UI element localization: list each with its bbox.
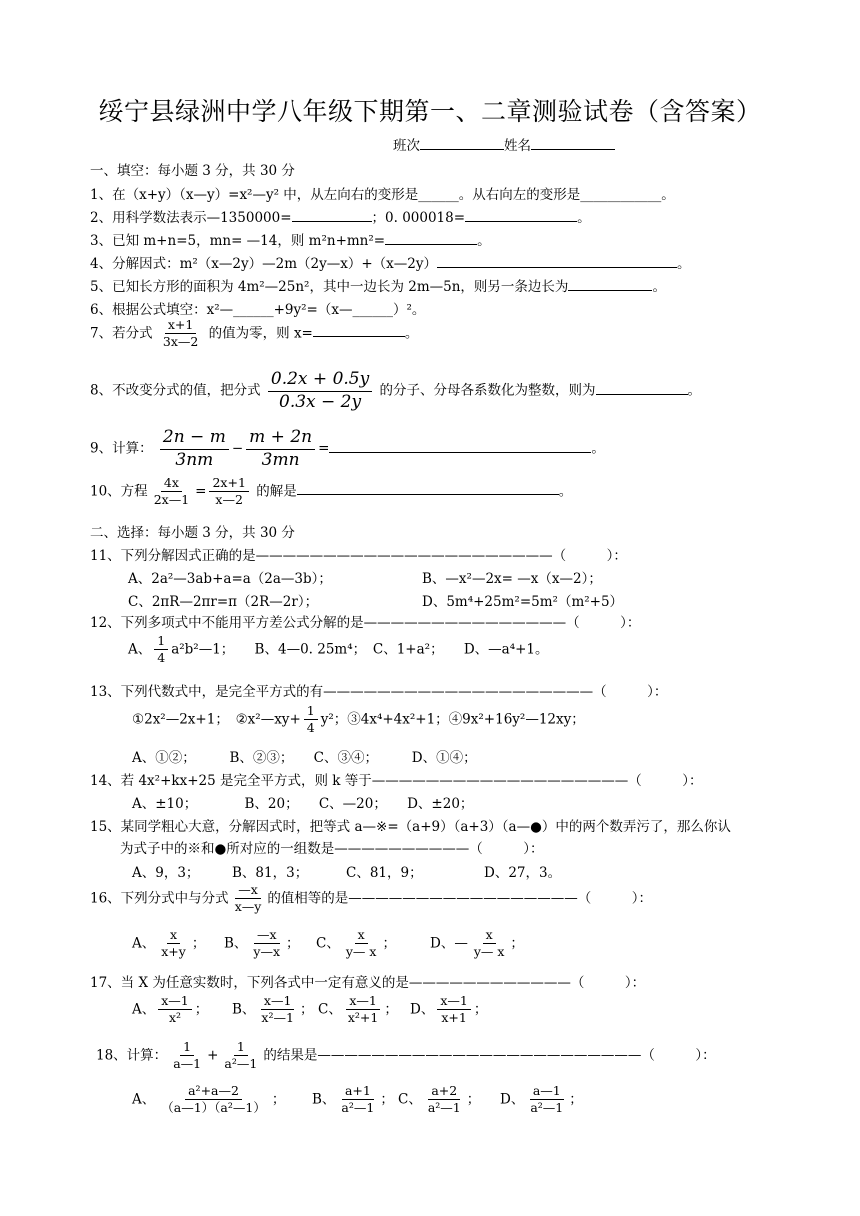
q18-option-c[interactable]: C、 $\frac{a+2}{\text{a²—1}}$ ；	[398, 1083, 481, 1116]
answer-blank[interactable]	[465, 207, 577, 222]
fraction: $\frac{x—1}{\text{x²}}$	[158, 994, 192, 1026]
page-title: 绥宁县绿洲中学八年级下期第一、二章测验试卷（含答案）	[98, 97, 762, 126]
question-14: 14、若 4x²+kx+25 是完全平方式，则 k 等于———————————————————（ ）：	[90, 773, 703, 789]
fraction: $\frac{0.2x + 0.5y}{0.3x - 2y}$	[268, 370, 372, 412]
q18-option-a[interactable]: A、 $\frac{\text{a²+a—2}}{\text{（a—1）（a²—1）}}$ ；	[132, 1083, 286, 1116]
question-9: 9、计算： $\frac{2n - m}{3nm}$ − $\frac{m + 2n}{3mn}$ = 。	[90, 427, 605, 470]
question-6: 6、根据公式填空：x²—______+9y²=（x—______）²。	[90, 302, 426, 318]
name-label: 姓名	[504, 138, 531, 154]
question-4: 4、分解因式：m²（x—2y）—2m（2y—x）+（x—2y） 。	[90, 252, 691, 272]
question-7: 7、若分式 $\frac{x+1}{3x—2}$ 的值为零，则 x= 。	[90, 317, 419, 350]
q11-option-c[interactable]: C、2πR—2πr=π（2R—2r）；	[128, 594, 319, 610]
fraction: $\frac{1}{4}$	[304, 704, 318, 736]
q18-option-b[interactable]: B、 $\frac{a+1}{\text{a²—1}}$ ；	[312, 1083, 394, 1116]
q15-option-c[interactable]: C、81，9；	[346, 865, 423, 881]
question-16: 16、下列分式中与分式 $\frac{—x}{x—y}$ 的值相等的是—————————————————（ ）：	[90, 882, 653, 915]
question-8: 8、不改变分式的值，把分式 $\frac{0.2x + 0.5y}{0.3x - 2y}$ 的分子、分母各系数化为整数，则为 。	[90, 369, 702, 412]
q15-option-d[interactable]: D、27，3。	[484, 865, 562, 881]
answer-blank[interactable]	[437, 253, 677, 268]
fraction: $\frac{x}{y— x}$	[345, 927, 377, 960]
answer-blank[interactable]	[596, 380, 688, 395]
q17-option-b[interactable]: B、 $\frac{x—1}{\text{x²—1}}$ ；	[232, 993, 314, 1026]
class-name-line	[393, 134, 615, 154]
question-12: 12、下列多项式中不能用平方差公式分解的是———————————————（ ）：	[90, 615, 641, 631]
answer-blank[interactable]	[292, 207, 372, 222]
question-15-line2: 为式子中的※和●所对应的一组数是——————————（ ）：	[120, 841, 544, 857]
q13-items: ①2x²—2x+1； ②x²—xy+ $\frac{1}{4}$ y²；③4x⁴+4x²+1；④9x²+16y²—12xy；	[132, 703, 585, 736]
class-label: 班次	[393, 138, 420, 154]
question-18: 18、计算： $\frac{1}{a—1}$ + $\frac{1}{\text{a²—1}}$ 的结果是————————————————————————（ ）：	[96, 1039, 716, 1072]
fraction: $\frac{a—1}{\text{a²—1}}$	[530, 1083, 564, 1116]
question-13: 13、下列代数式中，是完全平方式的有————————————————————（ ）：	[90, 684, 668, 700]
fraction: $\frac{2n - m}{3nm}$	[160, 428, 229, 470]
question-11: 11、下列分解因式正确的是——————————————————————（ ）：	[90, 548, 627, 564]
name-blank[interactable]	[531, 135, 615, 150]
answer-blank[interactable]	[385, 230, 477, 245]
fraction: $\frac{1}{\text{a²—1}}$	[224, 1039, 258, 1072]
fraction: $\frac{—x}{y—x}$	[253, 927, 281, 960]
q15-option-b[interactable]: B、81，3；	[232, 865, 309, 881]
q18-option-d[interactable]: D、 $\frac{a—1}{\text{a²—1}}$ ；	[500, 1083, 583, 1116]
q16-option-b[interactable]: B、 $\frac{—x}{y—x}$ ；	[224, 927, 300, 960]
question-3: 3、已知 m+n=5，mn= —14，则 m²n+mn²= 。	[90, 229, 491, 249]
q11-option-a[interactable]: A、2a²—3ab+a=a（2a—3b）；	[128, 571, 332, 587]
q17-option-a[interactable]: A、 $\frac{x—1}{\text{x²}}$ ；	[132, 993, 209, 1026]
q11-option-d[interactable]: D、5m⁴+25m²=5m²（m²+5）	[422, 594, 624, 610]
fraction: $\frac{1}{a—1}$	[173, 1039, 202, 1072]
question-5: 5、已知长方形的面积为 4m²—25n²，其中一边长为 2m—5n，则另一条边长为 。	[90, 275, 666, 295]
q16-option-a[interactable]: A、 $\frac{x}{x+y}$ ；	[132, 927, 206, 960]
fraction: $\frac{x—1}{\text{x²—1}}$	[261, 993, 294, 1026]
q17-option-c[interactable]: C、 $\frac{x—1}{\text{x²+1}}$ ；	[318, 993, 398, 1026]
answer-blank[interactable]	[568, 276, 652, 291]
fraction: $\frac{a+2}{\text{a²—1}}$	[427, 1083, 461, 1116]
q11-option-b[interactable]: B、—x²—2x= —x（x—2）；	[422, 571, 602, 587]
question-1: 1、在（x+y）（x—y）=x²—y² 中，从左向右的变形是______。从右向左的变形是____________。	[90, 187, 675, 203]
fraction: $\frac{x—1}{\text{x²+1}}$	[347, 993, 379, 1026]
q16-option-c[interactable]: C、 $\frac{x}{y— x}$ ；	[316, 927, 396, 960]
answer-blank[interactable]	[297, 480, 559, 495]
answer-blank[interactable]	[329, 438, 591, 453]
fraction: $\frac{a+1}{\text{a²—1}}$	[341, 1083, 375, 1116]
question-10: 10、方程 $\frac{4x}{2x—1}$ = $\frac{2x+1}{x—2}$ 的解是 。	[90, 475, 573, 508]
q14-options[interactable]: A、±10； B、20； C、—20； D、±20；	[132, 796, 474, 812]
fraction: $\frac{2x+1}{x—2}$	[209, 476, 248, 508]
fraction: $\frac{x}{y— x}$	[473, 927, 505, 960]
fraction: $\frac{x+1}{3x—2}$	[162, 317, 199, 350]
q12-options: A、 $\frac{1}{4}$ a²b²—1； B、4—0. 25m⁴； C、1+a²； D、—a⁴+1。	[128, 633, 549, 666]
section-heading-choice: 二、选择：每小题 3 分，共 30 分	[90, 525, 295, 541]
question-17: 17、当 X 为任意实数时，下列各式中一定有意义的是————————————（ ）：	[90, 975, 646, 991]
section-heading-fill: 一、填空：每小题 3 分，共 30 分	[90, 163, 295, 179]
q17-option-d[interactable]: D、 $\frac{x—1}{x+1}$ ；	[410, 993, 488, 1026]
fraction: $\frac{4x}{2x—1}$	[153, 475, 190, 508]
fraction: $\frac{—x}{x—y}$	[234, 882, 262, 915]
fraction: $\frac{x—1}{x+1}$	[437, 994, 471, 1026]
q15-option-a[interactable]: A、9，3；	[132, 865, 200, 881]
question-15-line1: 15、某同学粗心大意，分解因式时，把等式 a—※=（a+9）（a+3）（a—●）中的两个数弄污了，那么你认	[90, 819, 731, 835]
answer-blank[interactable]	[313, 322, 405, 337]
q13-options[interactable]: A、①②； B、②③； C、③④； D、①④；	[132, 750, 477, 766]
fraction: $\frac{1}{4}$	[154, 634, 168, 666]
fraction: $\frac{x}{x+y}$	[161, 927, 186, 960]
fraction: $\frac{m + 2n}{3mn}$	[246, 428, 315, 470]
question-2: 2、用科学数法表示—1350000= ；0. 000018= 。	[90, 206, 591, 226]
q16-option-d[interactable]: D、— $\frac{x}{y— x}$ ；	[430, 927, 524, 960]
fraction: $\frac{\text{a²+a—2}}{\text{（a—1）（a²—1）}}$	[161, 1083, 266, 1116]
class-blank[interactable]	[420, 135, 504, 150]
